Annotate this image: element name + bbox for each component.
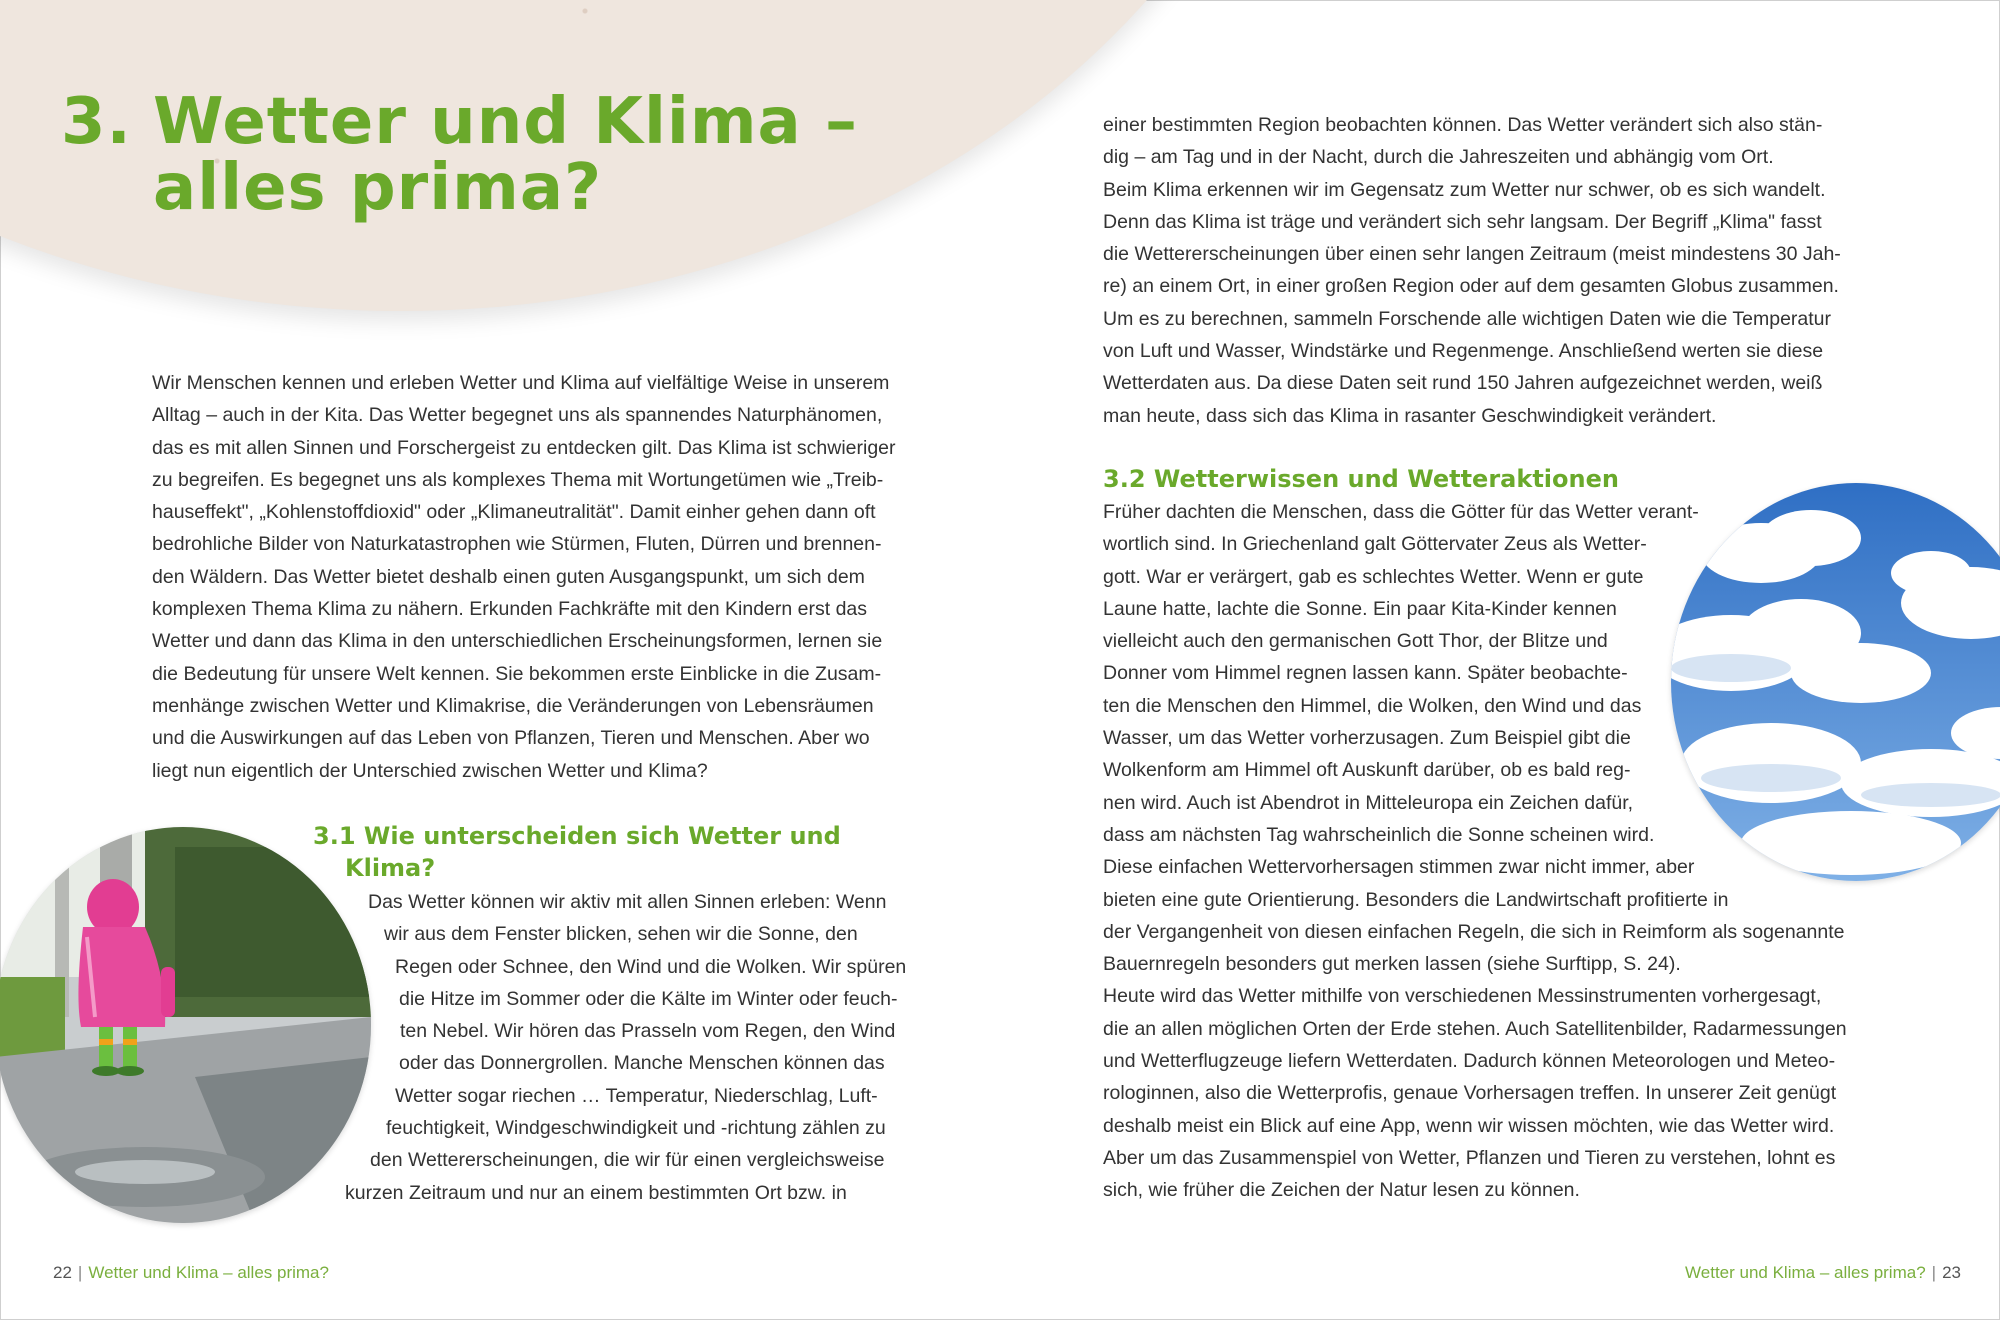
section-3-1-heading-line2: Klima? — [345, 854, 436, 882]
text-line: bedrohliche Bilder von Naturkatastrophen wie Stürmen, Fluten, Dürren und brennen- — [152, 533, 882, 556]
text-line: der Vergangenheit von diesen einfachen Regeln, die sich in Reimform als sogenannte — [1103, 920, 1845, 943]
text-line: Um es zu berechnen, sammeln Forschende alle wichtigen Daten wie die Temperatur — [1103, 307, 1832, 330]
text-line: hauseffekt", „Kohlenstoffdioxid" oder „Klimaneutralität". Damit einher gehen dann oft — [152, 501, 876, 524]
text-line: Diese einfachen Wettervorhersagen stimmen zwar nicht immer, aber — [1103, 856, 1695, 879]
text-line: den Wäldern. Das Wetter bietet deshalb einen guten Ausgangspunkt, um sich dem — [152, 565, 865, 588]
text-line: Früher dachten die Menschen, dass die Götter für das Wetter verant- — [1103, 501, 1699, 523]
text-line: Wir Menschen kennen und erleben Wetter und Klima auf vielfältige Weise in unserem — [152, 372, 890, 394]
text-line: Alltag – auch in der Kita. Das Wetter begegnet uns als spannendes Naturphänomen, — [152, 404, 883, 427]
text-line: Das Wetter können wir aktiv mit allen Sinnen erleben: Wenn — [368, 891, 887, 913]
text-line: Wolkenform am Himmel oft Auskunft darüber, ob es bald reg- — [1103, 759, 1631, 782]
text-line: Aber um das Zusammenspiel von Wetter, Pflanzen und Tieren zu verstehen, lohnt es — [1103, 1146, 1836, 1169]
text-line: Denn das Klima ist träge und verändert sich sehr langsam. Der Begriff „Klima" fasst — [1103, 210, 1822, 233]
text-line: Laune hatte, lachte die Sonne. Ein paar Kita-Kinder kennen — [1103, 597, 1617, 620]
right-top-paragraph — [1103, 109, 1841, 432]
text-line: menhänge zwischen Wetter und Klimakrise, die Veränderungen von Lebensräumen — [152, 694, 874, 717]
footer-left — [53, 1263, 329, 1283]
text-line: die an allen möglichen Orten der Erde stehen. Auch Satellitenbilder, Radarmessungen — [1103, 1017, 1847, 1040]
page-number-right: 23 — [1942, 1263, 1961, 1282]
text-line: gott. War er verärgert, gab es schlechtes Wetter. Wenn er gute — [1103, 565, 1644, 588]
chapter-title — [61, 85, 858, 225]
text-line: rologinnen, also die Wetterprofis, genaue Vorhersagen treffen. In unserer Zeit genügt — [1103, 1082, 1837, 1105]
text-line: komplexen Thema Klima zu nähern. Erkunden Fachkräfte mit den Kindern erst das — [152, 598, 868, 621]
page-number-left: 22 — [53, 1263, 72, 1282]
text-line: man heute, dass sich das Klima in rasanter Geschwindigkeit verändert. — [1103, 404, 1717, 427]
text-line: kurzen Zeitraum und nur an einem bestimmten Ort bzw. in — [345, 1181, 847, 1204]
text-line: oder das Donnergrollen. Manche Menschen können das — [399, 1052, 885, 1075]
running-title-right: Wetter und Klima – alles prima? — [1685, 1263, 1926, 1282]
text-line: Donner vom Himmel regnen lassen kann. Später beobachte- — [1103, 662, 1628, 685]
text-line: dig – am Tag und in der Nacht, durch die Jahreszeiten und abhängig vom Ort. — [1103, 146, 1774, 169]
text-line: Bauernregeln besonders gut merken lassen (siehe Surftipp, S. 24). — [1103, 953, 1681, 976]
chapter-title-line1: Wetter und Klima – — [153, 85, 858, 159]
text-line: liegt nun eigentlich der Unterschied zwischen Wetter und Klima? — [152, 759, 708, 782]
text-line: re) an einem Ort, in einer großen Region oder auf dem gesamten Globus zusammen. — [1103, 275, 1839, 298]
footer-separator: | — [77, 1263, 83, 1282]
text-line: deshalb meist ein Blick auf eine App, wenn wir wissen möchten, wie das Wetter wird. — [1103, 1114, 1835, 1137]
text-line: vielleicht auch den germanischen Gott Thor, der Blitze und — [1103, 630, 1608, 653]
text-line: und Wetterflugzeuge liefern Wetterdaten. Dadurch können Meteorologen und Meteo- — [1103, 1050, 1836, 1073]
section-3-1-paragraph — [1, 886, 907, 1209]
text-line: die Wettererscheinungen über einen sehr langen Zeitraum (meist mindestens 30 Jah- — [1103, 243, 1841, 266]
text-line: ten Nebel. Wir hören das Prasseln vom Regen, den Wind — [400, 1020, 896, 1043]
text-line: einer bestimmten Region beobachten können. Das Wetter verändert sich also stän- — [1103, 114, 1823, 136]
text-line: zu begreifen. Es begegnet uns als komplexes Thema mit Wortungetümen wie „Treib- — [152, 468, 884, 491]
running-title-left: Wetter und Klima – alles prima? — [88, 1263, 329, 1282]
chapter-number: 3. — [61, 85, 132, 159]
section-3-1-heading — [313, 820, 841, 884]
text-line: Beim Klima erkennen wir im Gegensatz zum Wetter nur schwer, ob es sich wandelt. — [1103, 178, 1826, 201]
text-line: wir aus dem Fenster blicken, sehen wir die Sonne, den — [384, 923, 858, 946]
footer-right — [1685, 1263, 1961, 1283]
section-3-1-heading-line1: 3.1 Wie unterscheiden sich Wetter und — [313, 822, 841, 850]
text-line: die Bedeutung für unsere Welt kennen. Sie bekommen erste Einblicke in die Zusam- — [152, 662, 882, 685]
text-line: den Wettererscheinungen, die wir für einen vergleichsweise — [370, 1149, 885, 1172]
text-line: Heute wird das Wetter mithilfe von verschiedenen Messinstrumenten vorhergesagt, — [1103, 985, 1822, 1008]
text-line: das es mit allen Sinnen und Forschergeist zu entdecken gilt. Das Klima ist schwieriger — [152, 436, 896, 459]
text-line: Wetter und dann das Klima in den unterschiedlichen Erscheinungsformen, lernen sie — [152, 630, 883, 653]
footer-separator: | — [1931, 1263, 1937, 1282]
text-line: ten die Menschen den Himmel, die Wolken, den Wind und das — [1103, 694, 1642, 717]
intro-paragraph — [152, 367, 896, 787]
text-line: Regen oder Schnee, den Wind und die Wolken. Wir spüren — [395, 955, 907, 978]
section-3-2-heading: 3.2 Wetterwissen und Wetteraktionen — [1103, 465, 1619, 493]
text-line: Wetter sogar riechen … Temperatur, Niederschlag, Luft- — [395, 1084, 878, 1107]
text-line: sich, wie früher die Zeichen der Natur lesen zu können. — [1103, 1179, 1580, 1202]
text-line: und die Auswirkungen auf das Leben von Pflanzen, Tieren und Menschen. Aber wo — [152, 727, 870, 750]
text-line: wortlich sind. In Griechenland galt Göttervater Zeus als Wetter- — [1103, 533, 1647, 556]
text-line: Wasser, um das Wetter vorherzusagen. Zum Beispiel gibt die — [1103, 727, 1631, 750]
chapter-title-line2: alles prima? — [153, 151, 603, 225]
text-line: von Luft und Wasser, Windstärke und Regenmenge. Anschließend werten sie diese — [1103, 340, 1824, 363]
text-line: feuchtigkeit, Windgeschwindigkeit und -richtung zählen zu — [386, 1117, 886, 1140]
text-line: die Hitze im Sommer oder die Kälte im Winter oder feuch- — [399, 987, 898, 1010]
text-line: Wetterdaten aus. Da diese Daten seit rund 150 Jahren aufgezeichnet werden, weiß — [1103, 372, 1823, 395]
text-line: bieten eine gute Orientierung. Besonders die Landwirtschaft profitierte in — [1103, 888, 1729, 911]
section-3-2-paragraph — [1103, 496, 1847, 1207]
text-line: dass am nächsten Tag wahrscheinlich die Sonne scheinen wird. — [1103, 823, 1655, 846]
text-line: nen wird. Auch ist Abendrot in Mitteleuropa ein Zeichen dafür, — [1103, 791, 1634, 814]
